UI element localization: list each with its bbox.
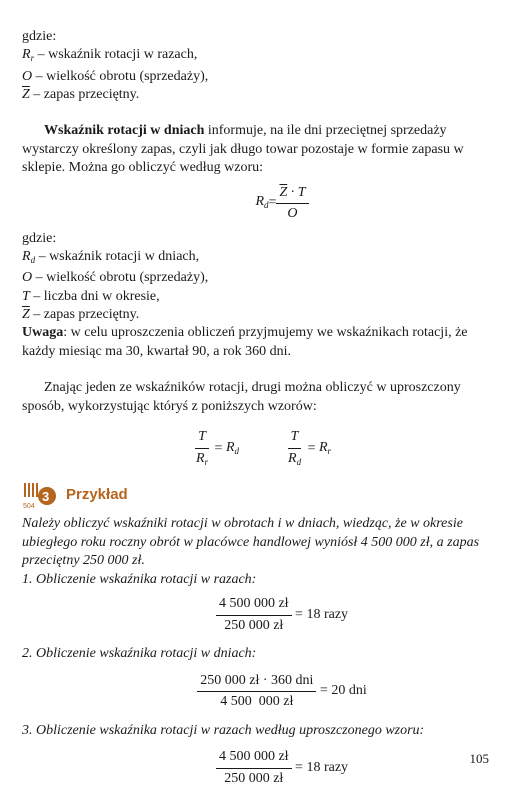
formula-step-3: $\frac{4 500 000 zł}{250 000 zł}$ = 18 razy [62, 748, 502, 788]
example-badge-digit: 3 [42, 489, 50, 505]
example-body [22, 515, 502, 589]
paragraph-simplified: Znając jeden ze wskaźników rotacji, drugi można obliczyć w uproszczony sposób, wykorzystując któryś z poniższych wzorów: [22, 380, 461, 414]
definition-t: T – liczba dni w okresie, [22, 288, 160, 304]
definitions-block-1 [22, 28, 502, 104]
example-badge-icon [22, 481, 60, 509]
page-content [22, 28, 502, 788]
gdzie-label: gdzie: [22, 230, 57, 246]
paragraph-rotation-days: Wskaźnik rotacji w dniach informuje, na ile dni przeciętnej sprzedaży wystarczy określony zapas, czyli jak długo towar pozostaje w formie zapasu w sklepie. Można go obliczyć według wzoru: [22, 123, 464, 176]
example-badge-number: 504 [23, 503, 35, 511]
formula-step-1: $\frac{4 500 000 zł}{250 000 zł}$ = 18 razy [62, 595, 502, 635]
formula-t-over-rr: $\frac{T}{R_r}$ = $R_d$ [195, 429, 239, 467]
example-header [22, 481, 502, 509]
definition-z: $\overline{Z}$ – zapas przeciętny. [22, 306, 140, 322]
definition-o: O – wielkość obrotu (sprzedaży), [22, 270, 209, 286]
definition-rd: $R_d$ – wskaźnik rotacji w dniach, [22, 248, 200, 265]
formula-rd: $R_d$ = $\frac{\overline{Z} \cdot T}{O}$ [62, 184, 502, 224]
example-step-2: 2. Obliczenie wskaźnika rotacji w dniach: [22, 646, 257, 662]
gdzie-label: gdzie: [22, 29, 57, 44]
definition-z: $\overline{Z}$ – zapas przeciętny. [22, 86, 140, 102]
page-number: 105 [469, 750, 489, 766]
formula-step-2: $\frac{\text{250 000 zł · 360 dni}}{4 500 000 zł}$ = 20 dni [62, 672, 502, 712]
example-step-3: 3. Obliczenie wskaźnika rotacji w razach według uproszczonego wzoru: [22, 722, 425, 738]
formula-simplified [22, 428, 502, 471]
example-step-1: 1. Obliczenie wskaźnika rotacji w razach: [22, 571, 257, 587]
definition-o: O – wielkość obrotu (sprzedaży), [22, 68, 209, 84]
example-intro: Należy obliczyć wskaźniki rotacji w obrotach i w dniach, wiedząc, że w okresie ubiegłego roku roczny obrót w placówce handlowej wyniósł 4 500 000 zł, a zapas przeciętny 250 000 zł. [22, 516, 480, 569]
formula-t-over-rd: $\frac{T}{R_d}$ = $R_r$ [288, 429, 332, 467]
example-title: Przykład [66, 485, 128, 503]
uwaga-note: Uwaga: w celu uproszczenia obliczeń przyjmujemy we wskaźnikach rotacji, że każdy miesiąc ma 30, kwartał 90, a rok 360 dni. [22, 325, 468, 359]
definition-rr: $R_r$ – wskaźnik rotacji w razach, [22, 47, 198, 64]
definitions-block-2 [22, 230, 502, 324]
